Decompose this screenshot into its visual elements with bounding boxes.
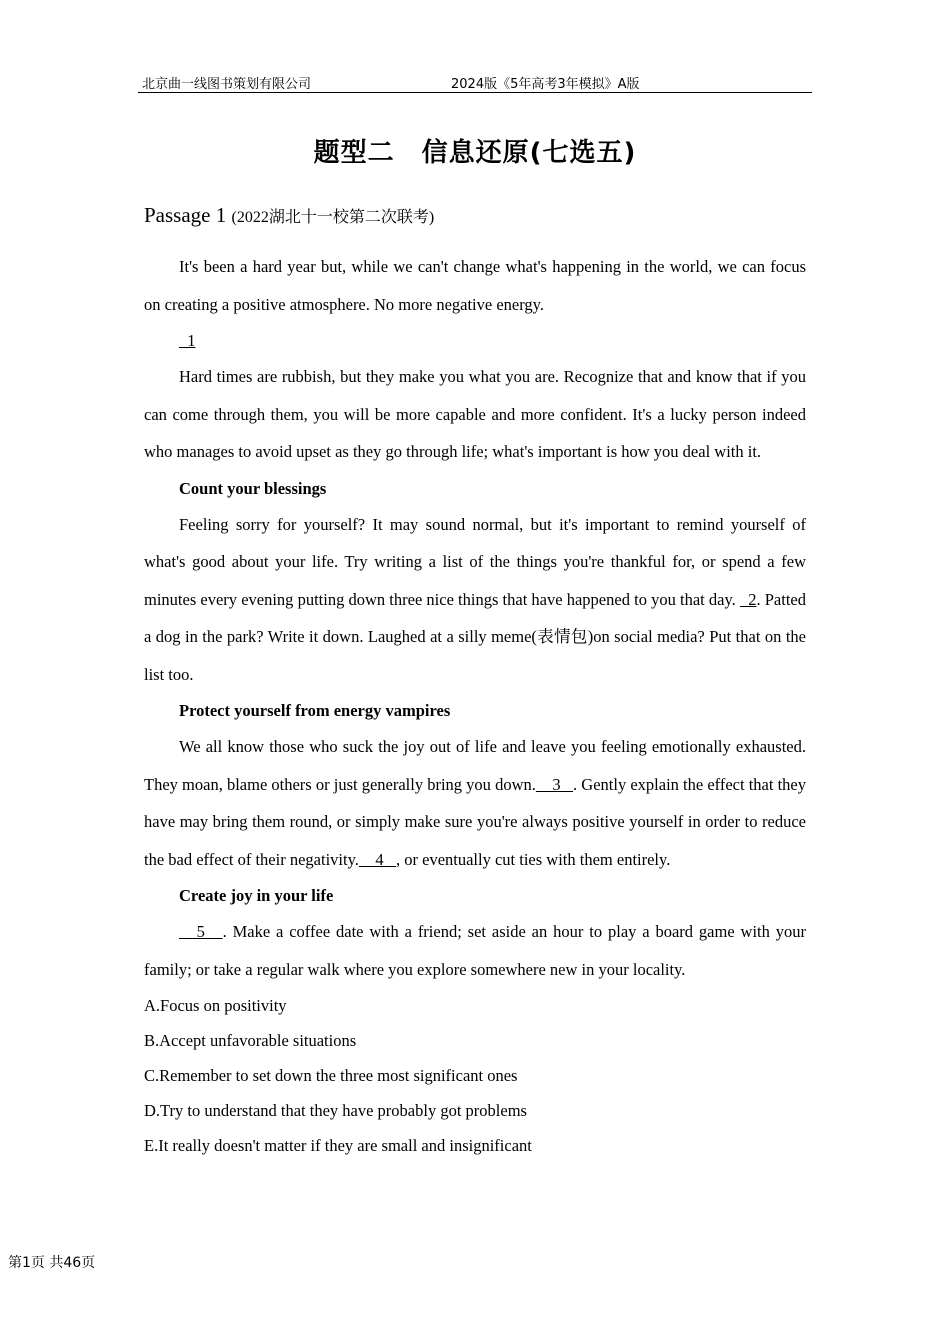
heading-energy-vampires: Protect yourself from energy vampires	[179, 701, 451, 720]
paragraph-4	[144, 913, 806, 988]
page-header	[138, 70, 812, 93]
blank-1-line	[144, 323, 806, 358]
passage-source: (2022湖北十一校第二次联考)	[231, 209, 435, 226]
option-b: B.Accept unfavorable situations	[144, 1031, 357, 1050]
option-c: C.Remember to set down the three most significant ones	[144, 1066, 518, 1085]
intro-paragraph: It's been a hard year but, while we can't change what's happening in the world, we can focus on creating a positive atmosphere. No more negative energy.	[144, 257, 806, 314]
passage-body	[144, 248, 806, 1163]
blank-5: 5	[179, 922, 223, 941]
paragraph-1: Hard times are rubbish, but they make you what you are. Recognize that and know that if you can come through them, you will be more capable and more confident. It's a lucky person indeed who manages to avoid upset as they go through life; what's important is how you deal with it.	[144, 367, 806, 461]
blank-3: 3	[535, 774, 574, 794]
paragraph-4-text: . Make a coffee date with a friend; set aside an hour to play a board game with your family; or take a regular walk where you explore somewhere new in your locality.	[144, 922, 807, 979]
paragraph-3	[144, 728, 806, 878]
heading-create-joy: Create joy in your life	[179, 886, 334, 905]
option-e: E.It really doesn't matter if they are small and insignificant	[144, 1136, 532, 1155]
page-footer: 第1页 共46页	[8, 1255, 96, 1271]
paragraph-2-part-a: Feeling sorry for yourself? It may sound normal, but it's important to remind yourself of what's good about your life. Try writing a list of the things you're thankful for, or spend a few minutes every evening putting down three nice things that have happened to you that day.	[144, 514, 806, 609]
paragraph-2	[144, 506, 806, 694]
edition-name: 2024版《5年高考3年模拟》A版	[451, 77, 640, 92]
paragraph-3-part-c: , or eventually cut ties with them entirely.	[396, 849, 671, 869]
passage-heading	[144, 203, 434, 228]
page-title: 题型二 信息还原(七选五)	[313, 138, 637, 168]
paragraph-2-part-b: . Patted a dog in the park? Write it down. Laughed at a silly meme(表情包)on social media? Put that on the list too.	[144, 589, 807, 684]
blank-4: 4	[358, 849, 396, 869]
option-d: D.Try to understand that they have probably got problems	[144, 1101, 527, 1120]
paragraph-3-part-a: We all know those who suck the joy out of life and leave you feeling emotionally exhausted. They moan, blame others or just generally bring you down.	[144, 737, 806, 794]
passage-label: Passage 1	[144, 203, 227, 227]
heading-count-blessings: Count your blessings	[179, 478, 327, 498]
blank-1: 1	[179, 331, 196, 350]
paragraph-3-part-b: . Gently explain the effect that they have may bring them round, or simply make sure you're always positive yourself in order to reduce the bad effect of their negativity.	[144, 774, 806, 869]
blank-2: 2	[739, 589, 757, 609]
option-a: A.Focus on positivity	[144, 996, 287, 1015]
publisher-name: 北京曲一线图书策划有限公司	[142, 77, 312, 92]
